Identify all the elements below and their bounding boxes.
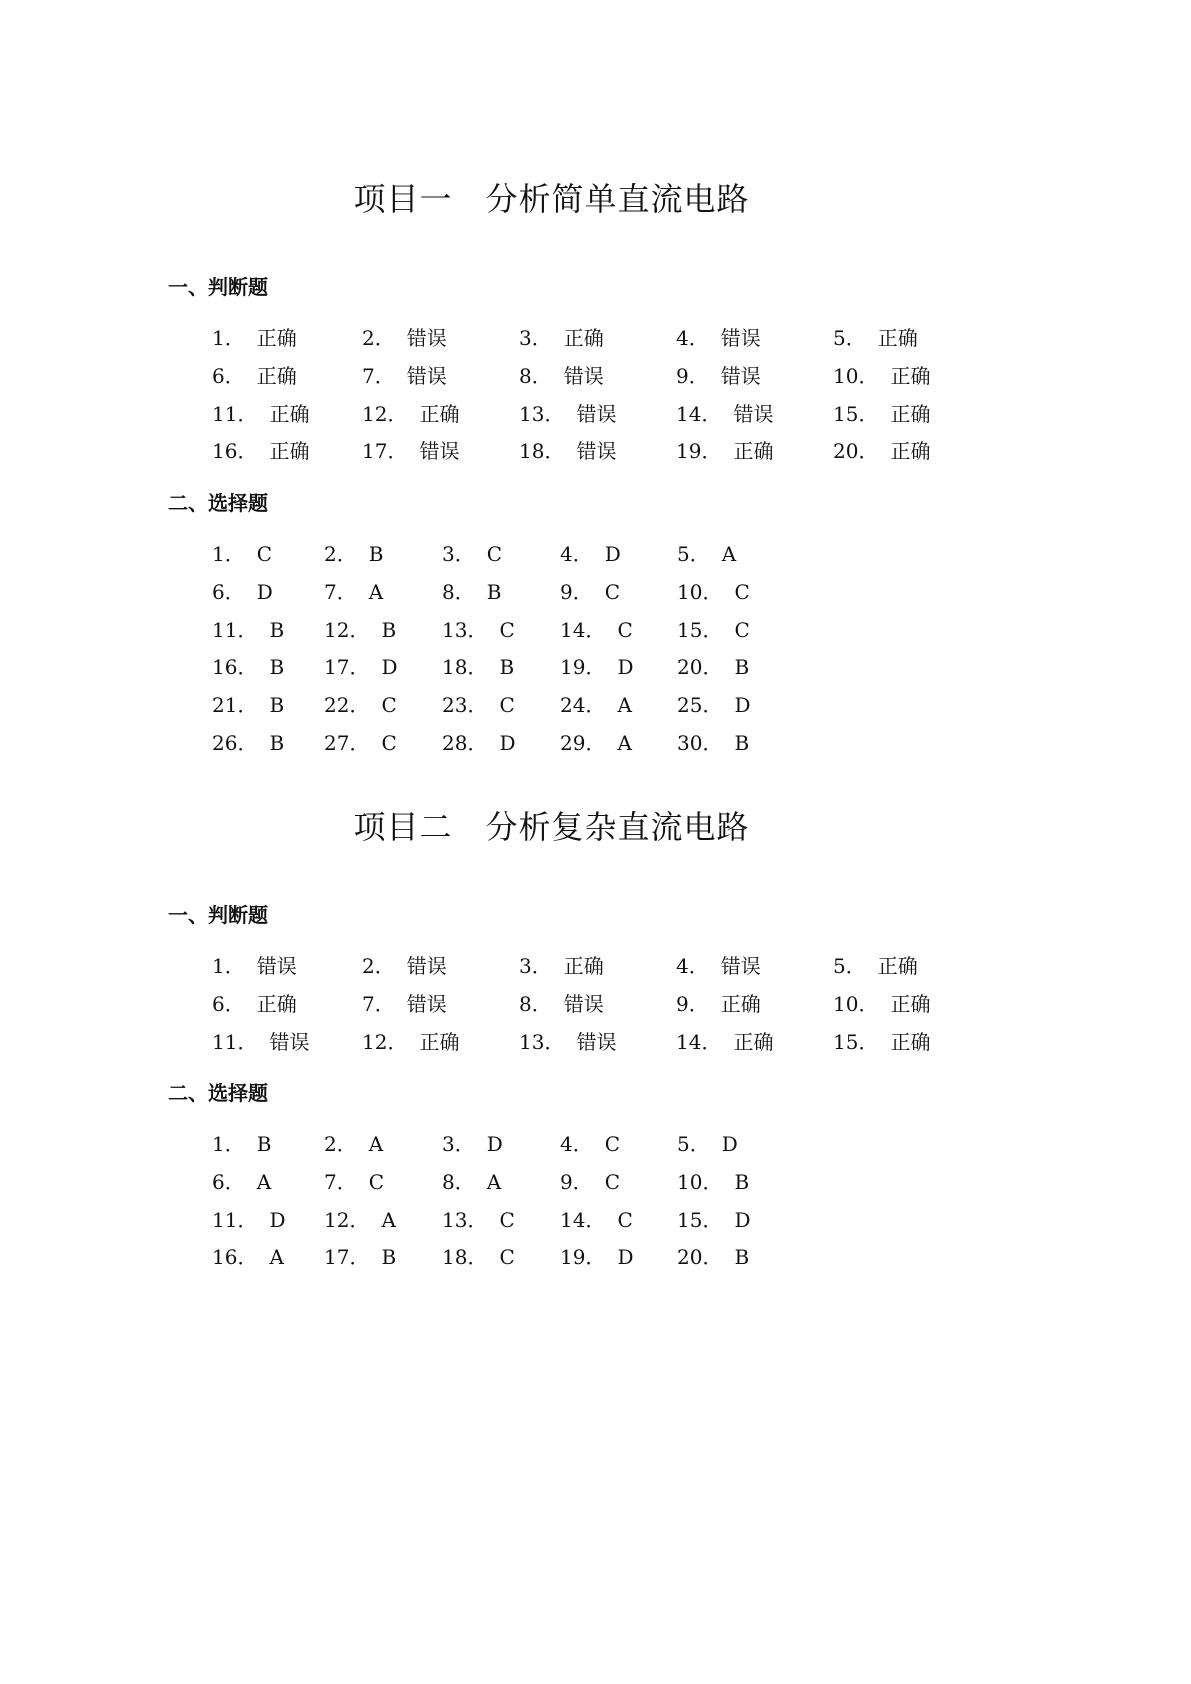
answer-item — [560, 1164, 677, 1202]
answer-value: 正确 — [890, 401, 931, 426]
answer-value: 错误 — [406, 326, 447, 350]
answer-item — [324, 1126, 442, 1164]
answer-item — [212, 1164, 324, 1202]
answer-item — [212, 433, 362, 471]
question-number: 18． — [442, 1245, 488, 1270]
answer-value: C — [617, 1207, 633, 1232]
multiple-choice-heading: 二、选择题 — [168, 1081, 268, 1105]
answer-value: C — [256, 542, 273, 566]
question-number: 13． — [442, 1207, 488, 1232]
question-number: 15． — [833, 401, 879, 426]
multiple-choice-answers — [212, 536, 767, 763]
question-number: 8． — [519, 991, 552, 1016]
question-number: 18． — [442, 655, 488, 680]
question-number: 13． — [519, 1029, 565, 1054]
question-number: 18． — [519, 439, 565, 464]
answer-value: B — [486, 579, 502, 604]
question-number: 17． — [324, 655, 370, 680]
answer-item — [519, 396, 676, 434]
answer-item — [677, 649, 767, 687]
answer-item — [362, 320, 519, 358]
answer-value: 错误 — [576, 401, 617, 426]
answer-item — [519, 948, 676, 986]
answer-item — [442, 1126, 560, 1164]
answer-item — [833, 396, 933, 434]
question-number: 7． — [324, 1169, 357, 1194]
answer-item — [833, 1024, 933, 1062]
answer-item — [676, 986, 833, 1024]
answer-value: 错误 — [563, 363, 604, 388]
question-number: 3． — [442, 1132, 475, 1156]
question-number: 16． — [212, 655, 258, 680]
answer-value: D — [617, 1245, 634, 1270]
answer-item — [362, 1024, 519, 1062]
question-number: 22． — [324, 693, 370, 718]
question-number: 8． — [442, 579, 475, 604]
question-number: 14． — [560, 1207, 606, 1232]
question-number: 9． — [560, 1169, 593, 1194]
question-number: 28． — [442, 730, 488, 755]
answer-item — [677, 1164, 767, 1202]
answer-value: B — [269, 617, 285, 642]
question-number: 2． — [362, 954, 395, 978]
answer-item — [362, 986, 519, 1024]
answer-item — [324, 574, 442, 612]
question-number: 2． — [362, 326, 395, 350]
answer-item — [442, 1202, 560, 1240]
question-number: 4． — [676, 326, 709, 350]
question-number: 19． — [676, 439, 722, 464]
answer-item — [560, 612, 677, 650]
question-number: 8． — [519, 363, 552, 388]
answer-value: B — [499, 655, 515, 680]
answer-value: 正确 — [256, 991, 297, 1016]
answer-value: 正确 — [720, 991, 761, 1016]
answer-item — [212, 396, 362, 434]
answer-value: 错误 — [406, 363, 447, 388]
question-number: 19． — [560, 655, 606, 680]
answer-item — [677, 725, 767, 763]
answer-value: B — [734, 730, 750, 755]
answer-item — [442, 725, 560, 763]
question-number: 23． — [442, 693, 488, 718]
question-number: 2． — [324, 542, 357, 566]
answer-value: 错误 — [720, 363, 761, 388]
question-number: 2． — [324, 1132, 357, 1156]
answer-item — [519, 1024, 676, 1062]
answer-item — [560, 1202, 677, 1240]
answer-item — [324, 687, 442, 725]
answer-item — [212, 649, 324, 687]
answer-item — [833, 358, 933, 396]
answer-value: C — [604, 1169, 621, 1194]
answer-item — [212, 1239, 324, 1277]
question-number: 7． — [362, 991, 395, 1016]
answer-value: D — [617, 655, 634, 680]
answer-value: C — [499, 1207, 515, 1232]
answer-value: D — [499, 730, 516, 755]
question-number: 21． — [212, 693, 258, 718]
answer-value: D — [381, 655, 398, 680]
answer-value: 正确 — [890, 991, 931, 1016]
answer-value: A — [381, 1207, 396, 1232]
question-number: 8． — [442, 1169, 475, 1194]
answer-item — [442, 1239, 560, 1277]
answer-item — [442, 649, 560, 687]
answer-value: 错误 — [269, 1029, 310, 1054]
answer-item — [560, 1239, 677, 1277]
answer-value: 错误 — [720, 954, 761, 978]
answer-item — [442, 536, 560, 574]
answer-value: 错误 — [576, 439, 617, 464]
answer-item — [677, 687, 767, 725]
answer-item — [677, 1126, 767, 1164]
answer-value: C — [381, 730, 397, 755]
answer-value: D — [721, 1132, 738, 1156]
answer-item — [519, 986, 676, 1024]
question-number: 24． — [560, 693, 606, 718]
answer-item — [324, 1164, 442, 1202]
answer-item — [677, 536, 767, 574]
answer-value: 正确 — [256, 363, 297, 388]
question-number: 6． — [212, 1169, 245, 1194]
answer-item — [212, 687, 324, 725]
answer-item — [212, 320, 362, 358]
answer-item — [677, 1239, 767, 1277]
question-number: 5． — [677, 1132, 710, 1156]
question-number: 15． — [677, 617, 723, 642]
question-number: 19． — [560, 1245, 606, 1270]
answer-item — [362, 433, 519, 471]
question-number: 12． — [362, 401, 408, 426]
multiple-choice-heading: 二、选择题 — [168, 491, 268, 515]
answer-item — [324, 725, 442, 763]
question-number: 4． — [560, 542, 593, 566]
answer-item — [324, 649, 442, 687]
answer-item — [519, 433, 676, 471]
question-number: 11． — [212, 1029, 258, 1054]
answer-value: 错误 — [406, 991, 447, 1016]
answer-item — [560, 725, 677, 763]
answer-value: D — [486, 1132, 503, 1156]
answer-item — [212, 358, 362, 396]
answer-item — [833, 948, 933, 986]
answer-item — [560, 574, 677, 612]
question-number: 10． — [677, 579, 723, 604]
answer-item — [212, 574, 324, 612]
question-number: 11． — [212, 1207, 258, 1232]
question-number: 14． — [676, 401, 722, 426]
answer-item — [677, 1202, 767, 1240]
answer-value: 正确 — [419, 1029, 460, 1054]
question-number: 20． — [833, 439, 879, 464]
question-number: 9． — [560, 579, 593, 604]
answer-value: B — [381, 617, 397, 642]
project-1 — [0, 172, 1103, 755]
answer-value: D — [734, 693, 751, 718]
question-number: 26． — [212, 730, 258, 755]
question-number: 4． — [560, 1132, 593, 1156]
answer-value: 正确 — [890, 1029, 931, 1054]
answer-value: 错误 — [419, 439, 460, 464]
answer-value: 正确 — [890, 439, 931, 464]
answer-value: B — [269, 693, 285, 718]
answer-value: 正确 — [890, 363, 931, 388]
question-number: 20． — [677, 655, 723, 680]
answer-value: 错误 — [576, 1029, 617, 1054]
answer-item — [560, 1126, 677, 1164]
answer-value: B — [381, 1245, 397, 1270]
question-number: 12． — [324, 617, 370, 642]
question-number: 7． — [362, 363, 395, 388]
answer-item — [324, 1202, 442, 1240]
answer-item — [560, 649, 677, 687]
question-number: 10． — [677, 1169, 723, 1194]
answer-item — [676, 358, 833, 396]
answer-item — [833, 433, 933, 471]
answer-value: A — [256, 1169, 272, 1194]
question-number: 5． — [677, 542, 710, 566]
answer-value: C — [734, 579, 750, 604]
question-number: 29． — [560, 730, 606, 755]
question-number: 1． — [212, 326, 245, 350]
question-number: 3． — [519, 326, 552, 350]
answer-value: C — [499, 617, 515, 642]
project-title: 项目二 分析复杂直流电路 — [353, 808, 750, 846]
answer-item — [212, 612, 324, 650]
answer-value: A — [368, 579, 384, 604]
answer-item — [324, 612, 442, 650]
answer-value: A — [486, 1169, 502, 1194]
question-number: 1． — [212, 954, 245, 978]
answer-value: 错误 — [563, 991, 604, 1016]
answer-value: C — [381, 693, 397, 718]
answer-value: C — [604, 579, 621, 604]
answer-value: D — [256, 579, 273, 604]
answer-item — [676, 396, 833, 434]
answer-value: A — [269, 1245, 284, 1270]
question-number: 10． — [833, 363, 879, 388]
answer-value: 正确 — [733, 439, 774, 464]
answer-value: 正确 — [269, 401, 310, 426]
answer-item — [676, 1024, 833, 1062]
answer-value: 正确 — [563, 326, 604, 350]
question-number: 15． — [677, 1207, 723, 1232]
question-number: 5． — [833, 326, 866, 350]
question-number: 3． — [519, 954, 552, 978]
answer-value: 错误 — [406, 954, 447, 978]
question-number: 27． — [324, 730, 370, 755]
question-number: 20． — [677, 1245, 723, 1270]
answer-item — [442, 574, 560, 612]
answer-item — [442, 1164, 560, 1202]
answer-value: 正确 — [563, 954, 604, 978]
question-number: 16． — [212, 1245, 258, 1270]
answer-value: 正确 — [877, 326, 918, 350]
question-number: 15． — [833, 1029, 879, 1054]
answer-item — [362, 358, 519, 396]
answer-item — [324, 536, 442, 574]
answer-value: B — [734, 1169, 750, 1194]
answer-value: 正确 — [419, 401, 460, 426]
answer-value: 错误 — [733, 401, 774, 426]
answer-value: B — [256, 1132, 272, 1156]
question-number: 9． — [676, 363, 709, 388]
answer-value: C — [734, 617, 750, 642]
question-number: 17． — [324, 1245, 370, 1270]
question-number: 12． — [362, 1029, 408, 1054]
question-number: 9． — [676, 991, 709, 1016]
question-number: 11． — [212, 617, 258, 642]
answer-value: D — [269, 1207, 286, 1232]
answer-value: 错误 — [720, 326, 761, 350]
question-number: 1． — [212, 542, 245, 566]
answer-value: B — [368, 542, 384, 566]
multiple-choice-answers — [212, 1126, 767, 1277]
question-number: 16． — [212, 439, 258, 464]
answer-item — [560, 687, 677, 725]
question-number: 6． — [212, 579, 245, 604]
answer-value: 正确 — [269, 439, 310, 464]
question-number: 6． — [212, 991, 245, 1016]
answer-value: B — [734, 1245, 750, 1270]
question-number: 14． — [676, 1029, 722, 1054]
question-number: 10． — [833, 991, 879, 1016]
answer-value: A — [617, 693, 632, 718]
question-number: 13． — [442, 617, 488, 642]
answer-value: C — [617, 617, 633, 642]
answer-item — [560, 536, 677, 574]
question-number: 5． — [833, 954, 866, 978]
answer-value: 正确 — [877, 954, 918, 978]
question-number: 4． — [676, 954, 709, 978]
true-false-answers — [212, 320, 933, 471]
answer-value: C — [486, 542, 503, 566]
answer-value: A — [617, 730, 632, 755]
answer-item — [442, 687, 560, 725]
question-number: 30． — [677, 730, 723, 755]
answer-item — [677, 612, 767, 650]
answer-value: B — [269, 655, 285, 680]
answer-item — [833, 320, 933, 358]
answer-item — [442, 612, 560, 650]
answer-value: 正确 — [256, 326, 297, 350]
question-number: 17． — [362, 439, 408, 464]
answer-value: 错误 — [256, 954, 297, 978]
answer-value: B — [269, 730, 285, 755]
answer-item — [212, 1126, 324, 1164]
true-false-heading: 一、判断题 — [168, 275, 268, 299]
answer-item — [833, 986, 933, 1024]
question-number: 11． — [212, 401, 258, 426]
answer-item — [212, 986, 362, 1024]
answer-item — [519, 320, 676, 358]
question-number: 6． — [212, 363, 245, 388]
question-number: 3． — [442, 542, 475, 566]
answer-value: D — [604, 542, 621, 566]
question-number: 12． — [324, 1207, 370, 1232]
answer-item — [212, 1024, 362, 1062]
answer-value: C — [368, 1169, 385, 1194]
answer-item — [212, 1202, 324, 1240]
answer-item — [519, 358, 676, 396]
answer-value: 正确 — [733, 1029, 774, 1054]
answer-value: D — [734, 1207, 751, 1232]
answer-item — [676, 320, 833, 358]
true-false-heading: 一、判断题 — [168, 903, 268, 927]
answer-item — [212, 725, 324, 763]
answer-item — [324, 1239, 442, 1277]
answer-value: A — [368, 1132, 384, 1156]
answer-item — [362, 396, 519, 434]
answer-value: C — [604, 1132, 621, 1156]
answer-value: C — [499, 1245, 515, 1270]
answer-value: B — [734, 655, 750, 680]
answer-item — [212, 536, 324, 574]
answer-item — [212, 948, 362, 986]
question-number: 13． — [519, 401, 565, 426]
answer-item — [676, 948, 833, 986]
answer-item — [362, 948, 519, 986]
project-2 — [0, 800, 1103, 1270]
answer-value: A — [721, 542, 737, 566]
question-number: 1． — [212, 1132, 245, 1156]
answer-item — [677, 574, 767, 612]
answer-value: C — [499, 693, 515, 718]
question-number: 14． — [560, 617, 606, 642]
true-false-answers — [212, 948, 933, 1061]
question-number: 25． — [677, 693, 723, 718]
answer-item — [676, 433, 833, 471]
question-number: 7． — [324, 579, 357, 604]
project-title: 项目一 分析简单直流电路 — [353, 180, 750, 218]
